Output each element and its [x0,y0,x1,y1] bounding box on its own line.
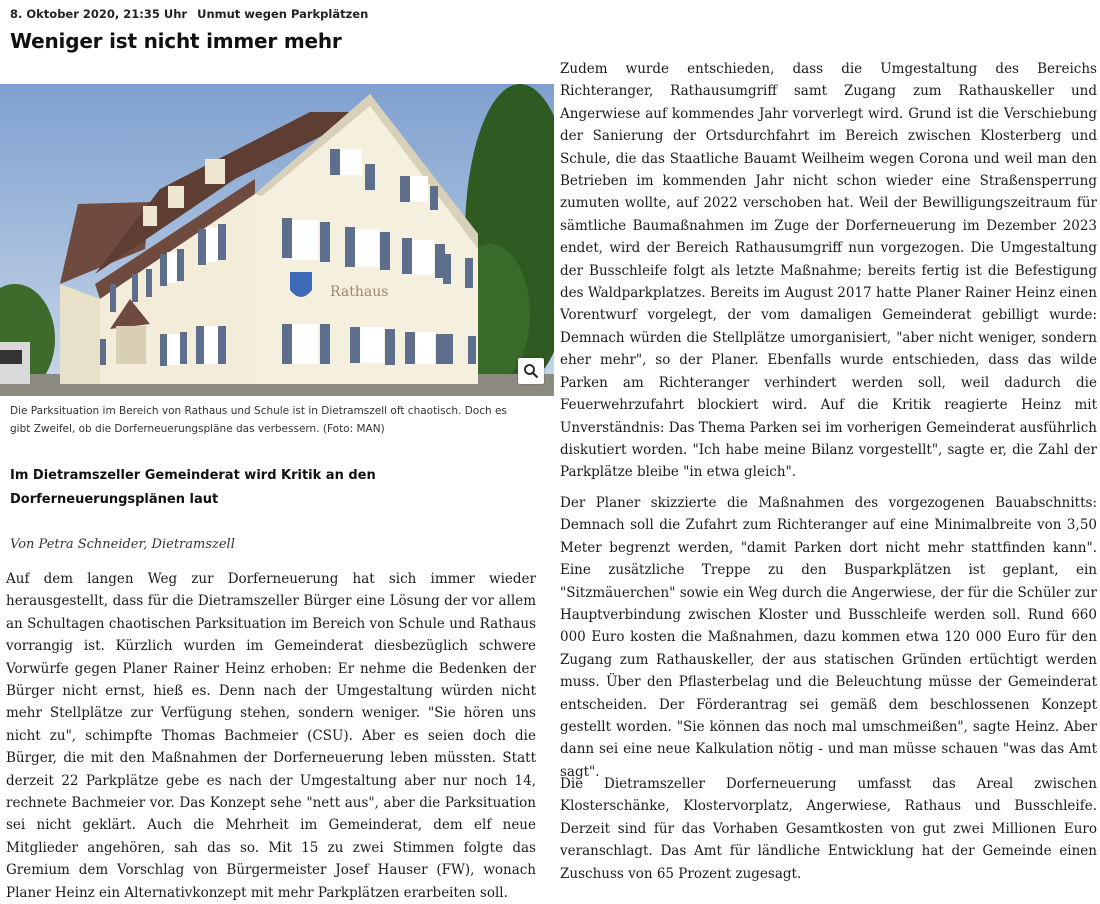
article-date: 8. Oktober 2020, 21:35 Uhr [10,7,188,21]
article-paragraph: Auf dem langen Weg zur Dorferneuerung hat sich immer wieder herausgestellt, dass für die Dietramszeller Bürger eine Lösung der vor allem an Schultagen chaotischen Parksituation im Bereich von Schule und Rathaus vorrangig ist. Kürzlich wurden im Gemeinderat diesbezüglich schwere Vorwürfe gegen Planer Rainer Heinz erhoben: Er nehme die Bedenken der Bürger nicht ernst, hieß es. Denn nach der Umgestaltung würden nicht mehr Stellplätze zur Verfügung stehen, sondern weniger. "Sie hören uns nicht zu", schimpfte Thomas Bachmeier (CSU). Aber es seien doch die Bürger, die mit den Maßnahmen der Dorferneuerung leben müssten. Statt derzeit 22 Parkplätze gebe es nach der Umgestaltung aber nur noch 14, rechnete Bachmeier vor. Das Konzept sehe "nett aus", aber die Parksituation sei nicht geklärt. Auch die Mehrheit im Gemeinderat, dem elf neue Mitglieder angehören, sah das so. Mit 15 zu zwei Stimmen folgte das Gremium dem Vorschlag von Bürgermeister Josef Hauser (FW), wonach Planer Heinz ein Alternativkonzept mit mehr Parkplätzen erarbeiten soll. [6,571,536,901]
article-paragraph: Zudem wurde entschieden, dass die Umgestaltung des Bereichs Richteranger, Rathausumgriff samt Zugang zum Rathauskeller und Angerwiese auf kommendes Jahr vorverlegt wird. Grund ist die Verschiebung der Sanierung der Ortsdurchfahrt im Bereich zwischen Klosterberg und Schule, die das Staatliche Bauamt Weilheim wegen Corona und weil man den Betrieben im kommenden Jahr nicht schon wieder eine Straßensperrung zumuten wollte, auf 2022 verschoben hat. Weil der Bewilligungszeitraum für sämtliche Baumaßnahmen im Zuge der Dorferneuerung im Dezember 2023 endet, wird der Bereich Rathausumgriff nun vorgezogen. Die Umgestaltung der Busschleife folgt als letzte Maßnahme; bereits fertig ist die Befestigung des Waldparkplatzes. Bereits im August 2017 hatte Planer Rainer Heinz einen Vorentwurf vorgelegt, der vom damaligen Gemeinderat gebilligt wurde: Demnach würden die Stellplätze umorganisiert, "aber nicht weniger, sondern eher mehr", so der Planer. Ebenfalls wurde entschieden, dass das wilde Parken am Richteranger verhindert werden soll, weil dadurch die Feuerwehrzufahrt blockiert wird. Auf die Kritik reagierte Heinz mit Unverständnis: Das Thema Parken sei im vorherigen Gemeinderat ausführlich diskutiert worden. "Ich habe meine Bilanz vorgestellt", sagte er, die Zahl der Parkplätze bleibe "in etwa gleich". [560,61,1097,481]
image-caption: Die Parksituation im Bereich von Rathaus und Schule ist in Dietramszell oft chaotisch. Doch es gibt Zweifel, ob die Dorferneuerungspläne das verbessern. (Foto: MAN) [10,405,507,435]
article-meta [10,7,368,21]
coat-of-arms-icon [290,272,312,297]
article-paragraph: Der Planer skizzierte die Maßnahmen des vorgezogenen Bauabschnitts: Demnach soll die Zufahrt zum Richteranger auf eine Minimalbreite von 3,50 Meter begrenzt werden, "damit Parken dort nicht mehr stattfinden kann". Eine zusätzliche Treppe zu den Busparkplätzen ist geplant, ein "Sitzmäuerchen" sowie ein Weg durch die Angerwiese, der für die Schüler zur Hauptverbindung zwischen Kloster und Busschleife werden soll. Rund 660 000 Euro kosten die Maßnahmen, dazu kommen etwa 120 000 Euro für den Zugang zum Rathauskeller, der aus statischen Gründen ertüchtigt werden muss. Über den Pflasterbelag und die Beleuchtung müsse der Gemeinderat entscheiden. Der Förderantrag sei gemäß dem beschlossenen Konzept gestellt worden. "Sie können das noch mal umschmeißen", sagte Heinz. Aber dann sei eine neue Kalkulation nötig - und man müsse schauen "was das Amt sagt". [560,495,1097,780]
article-subheadline: Im Dietramszeller Gemeinderat wird Kritik an den Dorferneuerungsplänen laut [10,468,376,507]
article-byline: Von Petra Schneider, Dietramszell [10,537,235,552]
article-paragraph: Die Dietramszeller Dorferneuerung umfasst das Areal zwischen Klosterschänke, Klostervorplatz, Angerwiese, Rathaus und Busschleife. Derzeit sind für das Vorhaben Gesamtkosten von gut zwei Millionen Euro veranschlagt. Das Amt für ländliche Entwicklung hat der Gemeinde einen Zuschuss von 65 Prozent zugesagt. [560,776,1097,882]
magnifier-icon [523,363,539,379]
rathaus-photo [0,84,554,396]
article-topic: Unmut wegen Parkplätzen [197,7,369,21]
rathaus-sign: Rathaus [330,284,389,300]
article-headline: Weniger ist nicht immer mehr [10,29,342,53]
zoom-button[interactable] [518,358,544,384]
article-photo [0,84,554,396]
